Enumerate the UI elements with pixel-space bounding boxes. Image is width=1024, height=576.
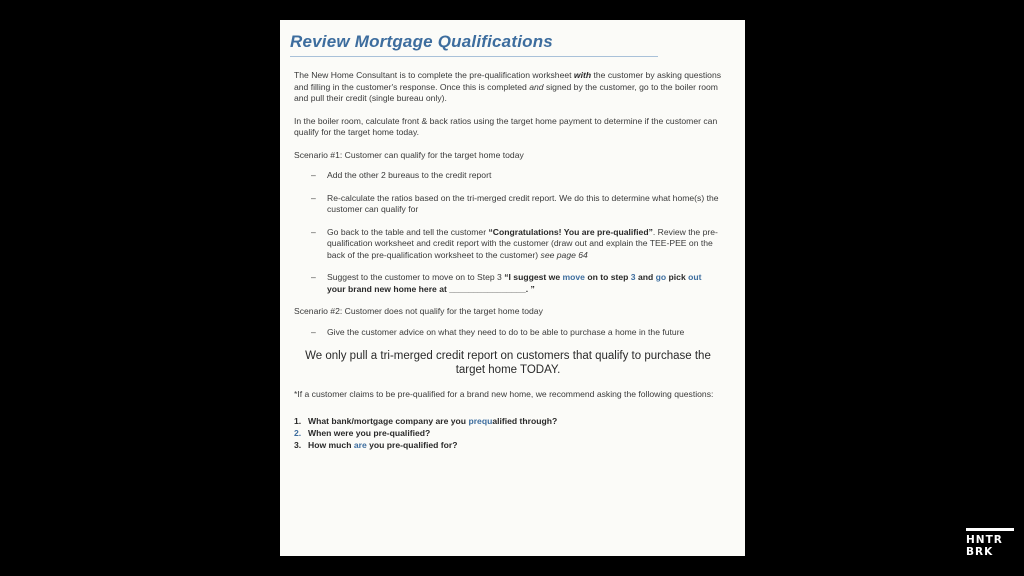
boiler-room-paragraph: In the boiler room, calculate front & back ratios using the target home payment to determine if the customer can qualify for the target home today. bbox=[294, 115, 718, 137]
hntr-brk-logo: HNTR BRK bbox=[966, 528, 1014, 566]
document-title: Review Mortgage Qualifications bbox=[290, 32, 553, 51]
footnote: *If a customer claims to be pre-qualified for a brand new home, we recommend asking the following questions: bbox=[294, 389, 714, 399]
document-page bbox=[280, 20, 745, 556]
question-1: 1. What bank/mortgage company are you prequalified through? bbox=[294, 415, 558, 426]
intro-paragraph: The New Home Consultant is to complete the pre-qualification worksheet with the customer by asking questions and filling in the customer's response. Once this is completed and signed by the customer, go to the boiler room and pull their credit (single bureau only). bbox=[294, 70, 722, 103]
question-list bbox=[294, 415, 722, 451]
question-3: 3. How much are you pre-qualified for? bbox=[294, 439, 458, 450]
scenario-1-bullet-4: – Suggest to the customer to move on to Step 3 “I suggest we move on to step 3 and go pick out your brand new home here at ________________. ” bbox=[311, 272, 702, 294]
title-underline bbox=[290, 56, 658, 57]
question-2: 2. When were you pre-qualified? bbox=[294, 427, 431, 438]
scenario-2-bullet-1: – Give the customer advice on what they need to do to be able to purchase a home in the future bbox=[311, 326, 685, 337]
tri-merge-note: We only pull a tri-merged credit report on customers that qualify to purchase the target home TODAY. bbox=[305, 350, 711, 376]
scenario-1-bullet-2: – Re-calculate the ratios based on the tri-merged credit report. We do this to determine what home(s) the customer can qualify for bbox=[311, 192, 719, 214]
scenario-1-heading: Scenario #1: Customer can qualify for the target home today bbox=[294, 149, 524, 160]
scenario-2-heading: Scenario #2: Customer does not qualify for the target home today bbox=[294, 306, 543, 316]
document-body bbox=[294, 70, 722, 451]
scenario-1-bullet-1: – Add the other 2 bureaus to the credit report bbox=[311, 170, 492, 180]
scenario-1-bullet-3: – Go back to the table and tell the customer “Congratulations! You are pre-qualified”. Review the pre-qualification worksheet and credit report with the customer (draw out and explain the TEE-PEE on the back of the pre-qualification worksheet to the customer) see page 64 bbox=[311, 226, 718, 260]
